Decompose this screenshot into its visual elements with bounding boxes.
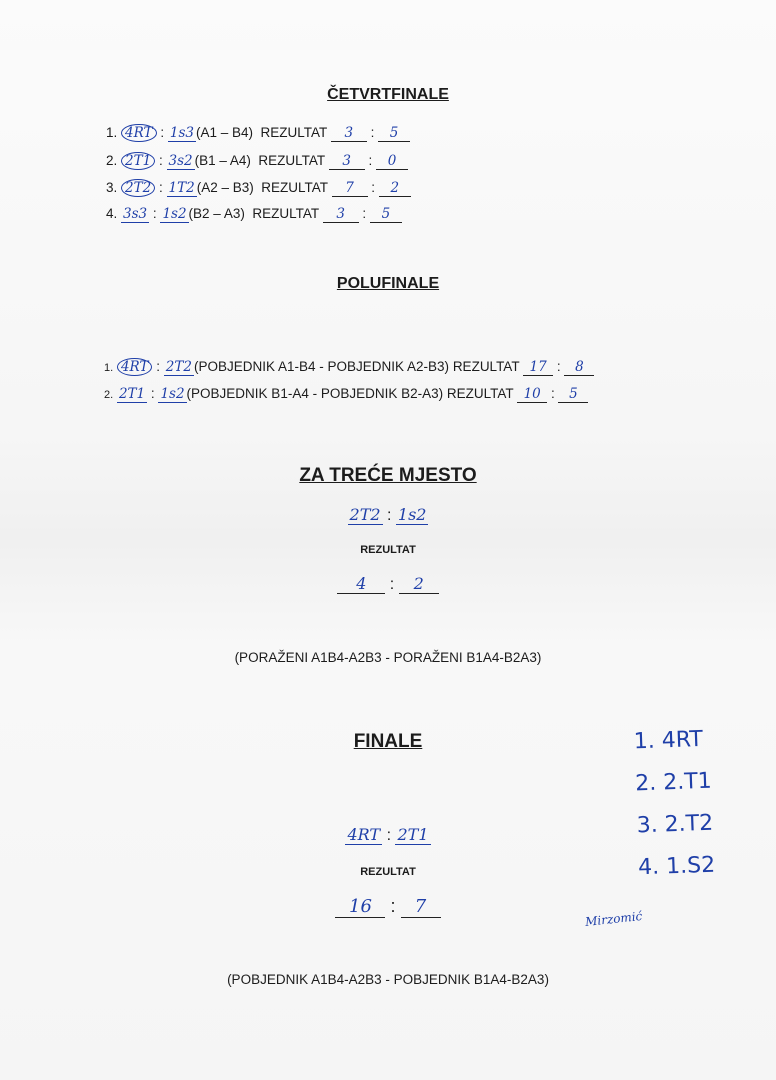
score-a: 10 [517,386,547,403]
team-b: 1s3 [169,125,194,141]
team-b: 1T2 [168,180,195,196]
final-note: (POBJEDNIK A1B4-A2B3 - POBJEDNIK B1A4-B2A3) [227,972,549,987]
colon: : [158,180,163,195]
match-number: 1. [106,125,118,140]
result-label: REZULTAT [446,386,514,401]
pair-label: (A1 – B4) [195,125,253,140]
result-label: REZULTAT [258,153,325,168]
ranking-item: 2. 2.T1 [634,768,713,797]
score-a: 3 [331,125,367,142]
pair-label: (POBJEDNIK A1-B4 - POBJEDNIK A2-B3) [193,359,450,374]
team-a: 2T1 [121,152,155,170]
colon: : [370,125,375,140]
colon: : [158,153,163,168]
result-label: REZULTAT [252,206,319,221]
colon: : [150,386,155,401]
colon: : [368,153,373,168]
final-result-label: REZULTAT [360,866,416,878]
colon: : [550,386,555,401]
semifinal-title: POLUFINALE [336,275,440,292]
score-b: 5 [378,125,410,142]
team-a: 4RT [117,358,153,376]
team-a: 4RT [121,124,157,142]
match-number: 3. [106,180,118,195]
score-a: 7 [332,180,368,197]
score-b: 5 [370,206,402,223]
team-b: 2T1 [397,825,429,844]
signature: Mirzomić [584,909,643,929]
colon: : [556,359,561,374]
colon: : [389,576,395,593]
score-b: 2 [379,180,411,197]
third-place-teams [0,505,776,525]
final-score [0,896,776,918]
colon: : [387,507,392,524]
colon: : [386,827,392,844]
colon: : [371,180,376,195]
score-a: 3 [329,153,365,170]
team-b: 3s2 [168,153,193,169]
score-b: 2 [399,574,439,594]
third-place-score [0,574,776,594]
team-a: 2T2 [349,505,381,524]
team-a: 2T1 [118,386,146,402]
quarterfinal-title: ČETVRTFINALE [327,86,449,103]
handwritten-ranking [633,719,716,890]
pair-label: (POBJEDNIK B1-A4 - POBJEDNIK B2-A3) [186,386,444,401]
score-a: 4 [337,574,385,594]
colon: : [390,896,396,916]
quarterfinal-match-4 [106,206,402,223]
pair-label: (B2 – A3) [188,206,245,221]
ranking-item: 4. 1.S2 [637,852,716,881]
match-number: 1. [104,362,114,374]
colon: : [152,206,157,221]
quarterfinal-match-1 [106,124,410,142]
match-number: 2. [106,153,118,168]
team-b: 1s2 [162,206,187,222]
semifinal-match-1 [104,358,594,376]
team-a: 2T2 [121,179,155,197]
match-number: 4. [106,206,118,221]
score-a: 17 [523,359,553,376]
third-place-title: ZA TREĆE MJESTO [299,465,477,486]
final-title: FINALE [353,731,423,752]
pair-label: (A2 – B3) [196,180,254,195]
colon: : [362,206,367,221]
team-a: 3s3 [123,206,148,222]
team-b: 1s2 [160,386,185,402]
third-place-result-label: REZULTAT [360,544,416,556]
score-b: 7 [401,896,441,918]
score-b: 0 [376,153,408,170]
score-a: 16 [335,896,385,918]
ranking-item: 1. 4RT [633,726,704,755]
pair-label: (B1 – A4) [194,153,251,168]
ranking-item: 3. 2.T2 [636,810,714,839]
semifinal-match-2 [104,386,588,403]
team-b: 1s2 [397,505,427,524]
result-label: REZULTAT [261,180,328,195]
colon: : [160,125,165,140]
quarterfinal-match-3 [106,179,411,197]
team-a: 4RT [347,825,381,844]
score-a: 3 [323,206,359,223]
third-place-note: (PORAŽENI A1B4-A2B3 - PORAŽENI B1A4-B2A3) [234,650,542,665]
team-b: 2T2 [165,359,192,375]
result-label: REZULTAT [452,359,520,374]
quarterfinal-match-2 [106,152,408,170]
result-label: REZULTAT [260,125,328,140]
score-b: 5 [558,386,588,403]
colon: : [156,359,161,374]
score-b: 8 [564,359,594,376]
match-number: 2. [104,389,114,401]
